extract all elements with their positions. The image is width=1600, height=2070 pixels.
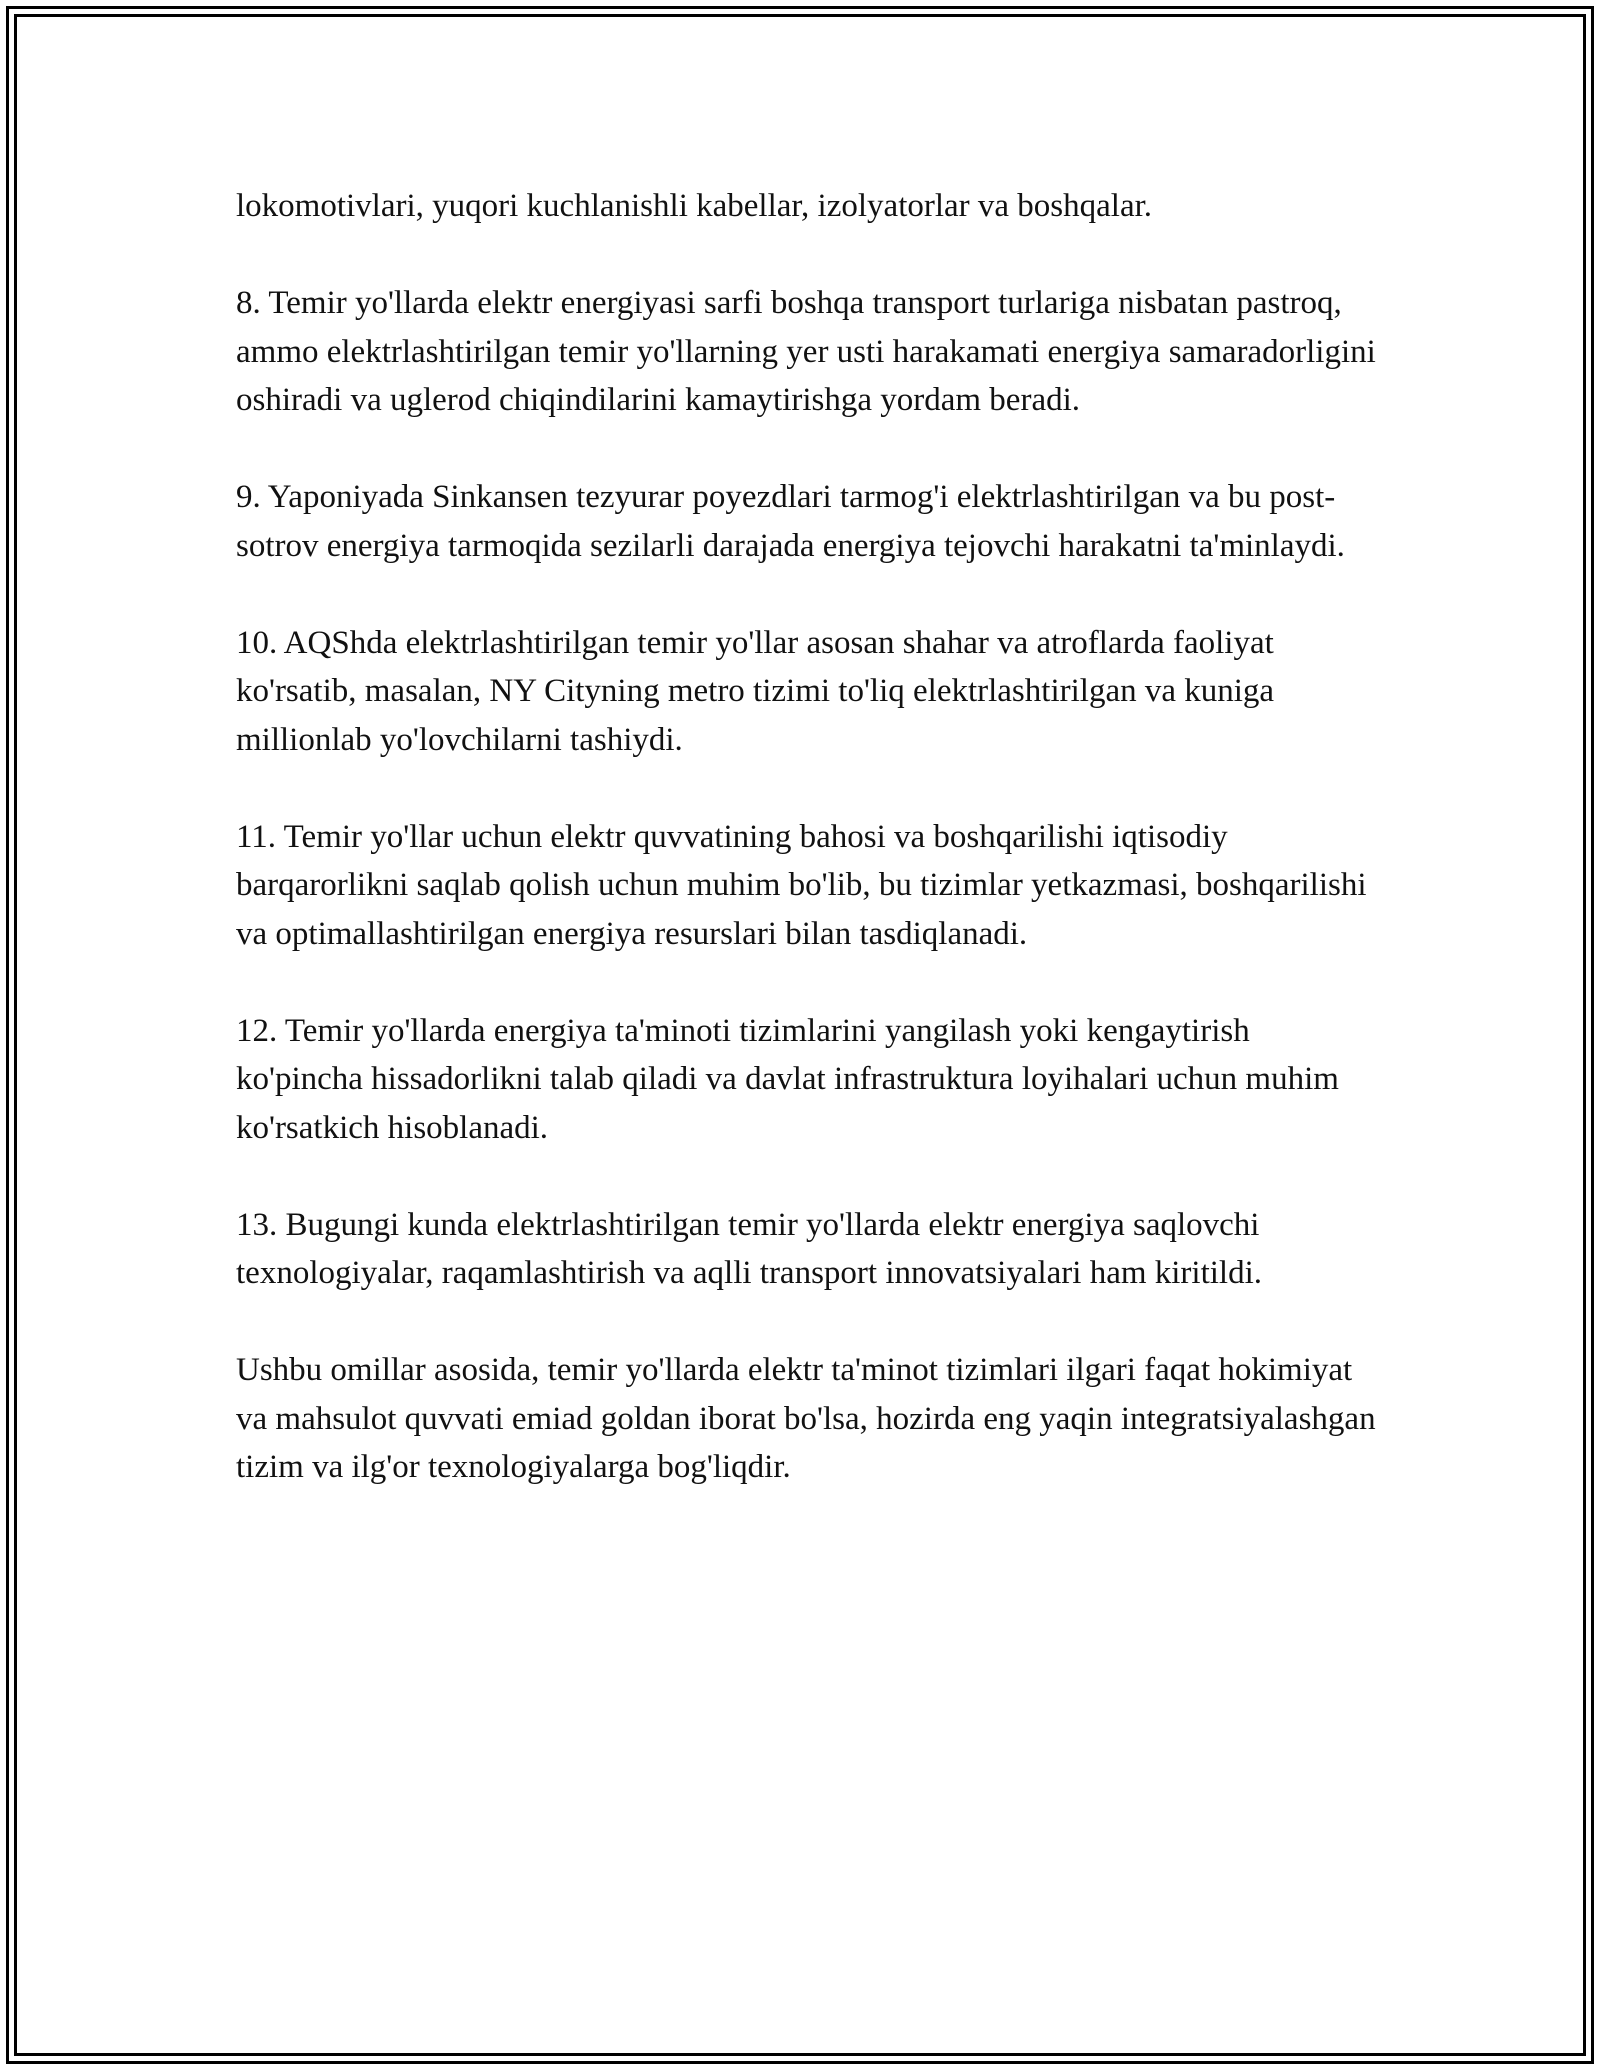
paragraph-item-10: 10. AQShda elektrlashtirilgan temir yo'llar asosan shahar va atroflarda faoliyat ko'rsatib, masalan, NY Cityning metro tizimi to'liq elektrlashtirilgan va kuniga millionlab yo'lovchilarni tashiydi. xyxy=(236,624,1275,758)
paragraph-item-8: 8. Temir yo'llarda elektr energiyasi sarfi boshqa transport turlariga nisbatan pastroq, ammo elektrlashtirilgan temir yo'llarning yer usti harakamati energiya samaradorligini oshiradi va uglerod chiqindilarini kamaytirishga yordam beradi. xyxy=(236,285,1376,418)
paragraph-item-13: 13. Bugungi kunda elektrlashtirilgan temir yo'llarda elektr energiya saqlovchi texnologiyalar, raqamlashtirish va aqlli transport innovatsiyalari ham kiritildi. xyxy=(236,1206,1263,1291)
paragraph-item-12: 12. Temir yo'llarda energiya ta'minoti tizimlarini yangilash yoki kengaytirish ko'pincha hissadorlikni talab qiladi va davlat infrastruktura loyihalari uchun muhim ko'rsatkich hisoblanadi. xyxy=(236,1012,1339,1146)
document-body xyxy=(236,182,1376,1492)
paragraph-item-9: 9. Yaponiyada Sinkansen tezyurar poyezdlari tarmog'i elektrlashtirilgan va bu post-sotrov energiya tarmoqida sezilarli darajada energiya tejovchi harakatni ta'minlaydi. xyxy=(236,479,1345,564)
paragraph-continuation: lokomotivlari, yuqori kuchlanishli kabellar, izolyatorlar va boshqalar. xyxy=(236,188,1153,224)
paragraph-item-11: 11. Temir yo'llar uchun elektr quvvatining bahosi va boshqarilishi iqtisodiy barqarorlikni saqlab qolish uchun muhim bo'lib, bu tizimlar yetkazmasi, boshqarilishi va optimallashtirilgan energiya resurslari bilan tasdiqlanadi. xyxy=(236,818,1367,952)
paragraph-conclusion: Ushbu omillar asosida, temir yo'llarda elektr ta'minot tizimlari ilgari faqat hokimiyat va mahsulot quvvati emiad goldan iborat bo'lsa, hozirda eng yaqin integratsiyalashgan tizim va ilg'or texnologiyalarga bog'liqdir. xyxy=(236,1352,1376,1485)
